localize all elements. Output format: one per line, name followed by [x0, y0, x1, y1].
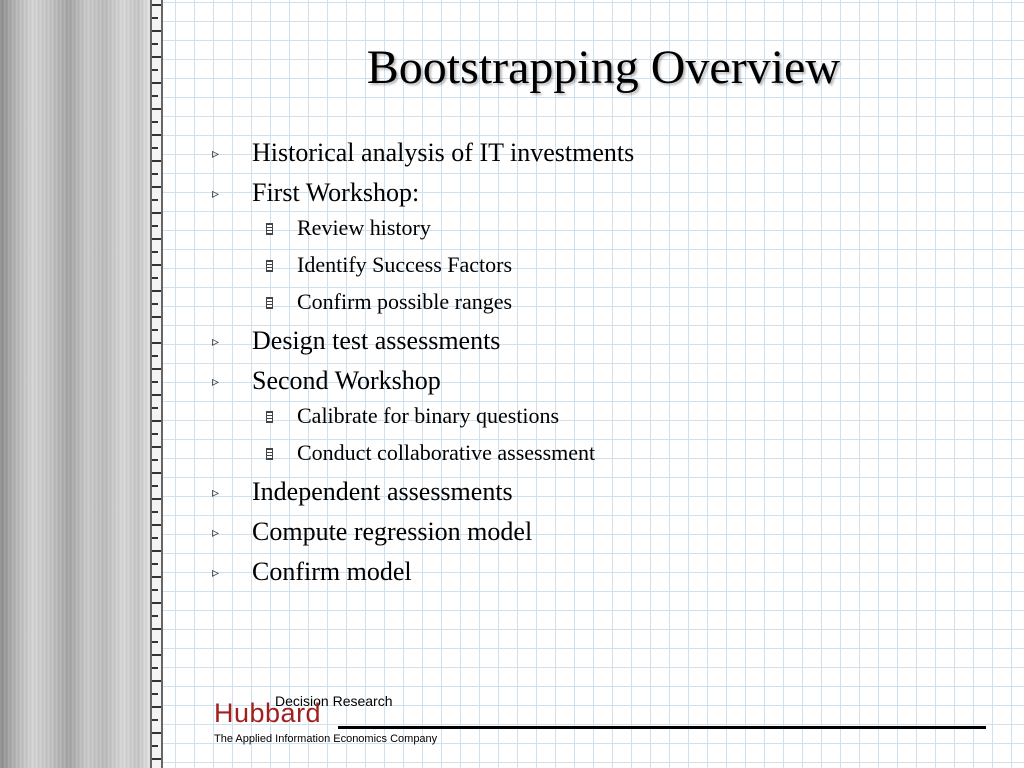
notepad-bullet-icon	[266, 223, 273, 235]
ruler-tick	[152, 355, 158, 357]
ruler-tick	[152, 43, 158, 45]
ruler-tick	[152, 4, 161, 6]
triangle-bullet-icon: ▹	[212, 485, 220, 501]
bullet-text: Design test assessments	[252, 326, 501, 355]
logo-tagline: The Applied Information Economics Company	[214, 733, 438, 745]
ruler-tick	[152, 602, 161, 604]
triangle-bullet-icon: ▹	[212, 565, 220, 581]
ruler-tick	[152, 212, 161, 214]
sub-bullet-list	[252, 214, 992, 316]
ruler-tick	[152, 238, 161, 240]
triangle-bullet-icon: ▹	[212, 146, 220, 162]
ruler-tick	[152, 277, 158, 279]
ruler-tick	[152, 134, 161, 136]
ruler-tick	[152, 537, 158, 539]
ruler-tick	[152, 420, 161, 422]
sub-bullet-item	[252, 251, 992, 279]
bullet-text: First Workshop:	[252, 178, 420, 207]
ruler-tick	[152, 498, 161, 500]
triangle-bullet-icon: ▹	[212, 186, 220, 202]
ruler-tick	[152, 550, 161, 552]
ruler-tick	[152, 732, 161, 734]
sub-bullet-list	[252, 402, 992, 467]
sub-bullet-item	[252, 214, 992, 242]
logo-hubbard: Hubbard	[214, 698, 322, 728]
ruler-tick	[152, 160, 161, 162]
notepad-bullet-icon	[266, 297, 273, 309]
ruler-tick	[152, 368, 161, 370]
ruler-tick	[152, 641, 158, 643]
ruler-tick	[152, 82, 161, 84]
ruler-tick	[152, 511, 158, 513]
ruler-tick	[152, 693, 158, 695]
metal-binding-strip	[0, 0, 150, 768]
ruler-edge	[150, 0, 163, 768]
triangle-bullet-icon: ▹	[212, 374, 220, 390]
company-logo	[212, 690, 992, 760]
sub-bullet-item	[252, 288, 992, 316]
notepad-bullet-icon	[266, 411, 273, 423]
sub-bullet-text: Conduct collaborative assessment	[297, 440, 596, 465]
ruler-tick	[152, 459, 158, 461]
sub-bullet-item	[252, 402, 992, 430]
ruler-tick	[152, 95, 158, 97]
ruler-tick	[152, 446, 161, 448]
ruler-tick	[152, 719, 158, 721]
ruler-tick	[152, 472, 161, 474]
ruler-tick	[152, 576, 161, 578]
bullet-item	[212, 326, 992, 356]
logo-divider	[338, 726, 986, 729]
ruler-tick	[152, 524, 161, 526]
ruler-tick	[152, 628, 161, 630]
bullet-text: Second Workshop	[252, 366, 441, 395]
ruler-tick	[152, 69, 158, 71]
ruler-tick	[152, 381, 158, 383]
sub-bullet-text: Confirm possible ranges	[297, 289, 513, 314]
bullet-list	[212, 138, 992, 597]
triangle-bullet-icon: ▹	[212, 334, 220, 350]
notepad-bullet-icon	[266, 260, 273, 272]
slide-title: Bootstrapping Overview	[366, 41, 840, 94]
ruler-tick	[152, 316, 161, 318]
bullet-text: Compute regression model	[252, 517, 533, 546]
ruler-tick	[152, 745, 158, 747]
sub-bullet-text: Calibrate for binary questions	[297, 403, 560, 428]
ruler-tick	[152, 433, 158, 435]
ruler-tick	[152, 485, 158, 487]
notepad-bullet-icon	[266, 448, 273, 460]
bullet-item	[212, 557, 992, 587]
ruler-tick	[152, 342, 161, 344]
ruler-tick	[152, 30, 161, 32]
ruler-tick	[152, 654, 161, 656]
ruler-tick	[152, 108, 161, 110]
ruler-tick	[152, 121, 158, 123]
bullet-text: Confirm model	[252, 557, 412, 586]
bullet-item	[212, 178, 992, 316]
sub-bullet-text: Identify Success Factors	[297, 252, 513, 277]
ruler-tick	[152, 290, 161, 292]
ruler-tick	[152, 589, 158, 591]
ruler-tick	[152, 186, 161, 188]
ruler-tick	[152, 56, 161, 58]
ruler-tick	[152, 225, 158, 227]
ruler-tick	[152, 199, 158, 201]
triangle-bullet-icon: ▹	[212, 525, 220, 541]
bullet-item	[212, 517, 992, 547]
ruler-tick	[152, 17, 158, 19]
ruler-tick	[152, 758, 161, 760]
ruler-tick	[152, 563, 158, 565]
ruler-tick	[152, 680, 161, 682]
ruler-tick	[152, 251, 158, 253]
ruler-tick	[152, 329, 158, 331]
sub-bullet-text: Review history	[297, 215, 431, 240]
ruler-tick	[152, 264, 161, 266]
logo-decision-research: Decision Research	[275, 693, 393, 709]
ruler-tick	[152, 394, 161, 396]
bullet-item	[212, 138, 992, 168]
ruler-tick	[152, 615, 158, 617]
ruler-tick	[152, 303, 158, 305]
bullet-item	[212, 366, 992, 467]
bullet-item	[212, 477, 992, 507]
bullet-text: Independent assessments	[252, 477, 513, 506]
ruler-tick	[152, 706, 161, 708]
ruler-tick	[152, 147, 158, 149]
ruler-tick	[152, 667, 158, 669]
ruler-tick	[152, 407, 158, 409]
sub-bullet-item	[252, 439, 992, 467]
ruler-tick	[152, 173, 158, 175]
bullet-text: Historical analysis of IT investments	[252, 138, 635, 167]
